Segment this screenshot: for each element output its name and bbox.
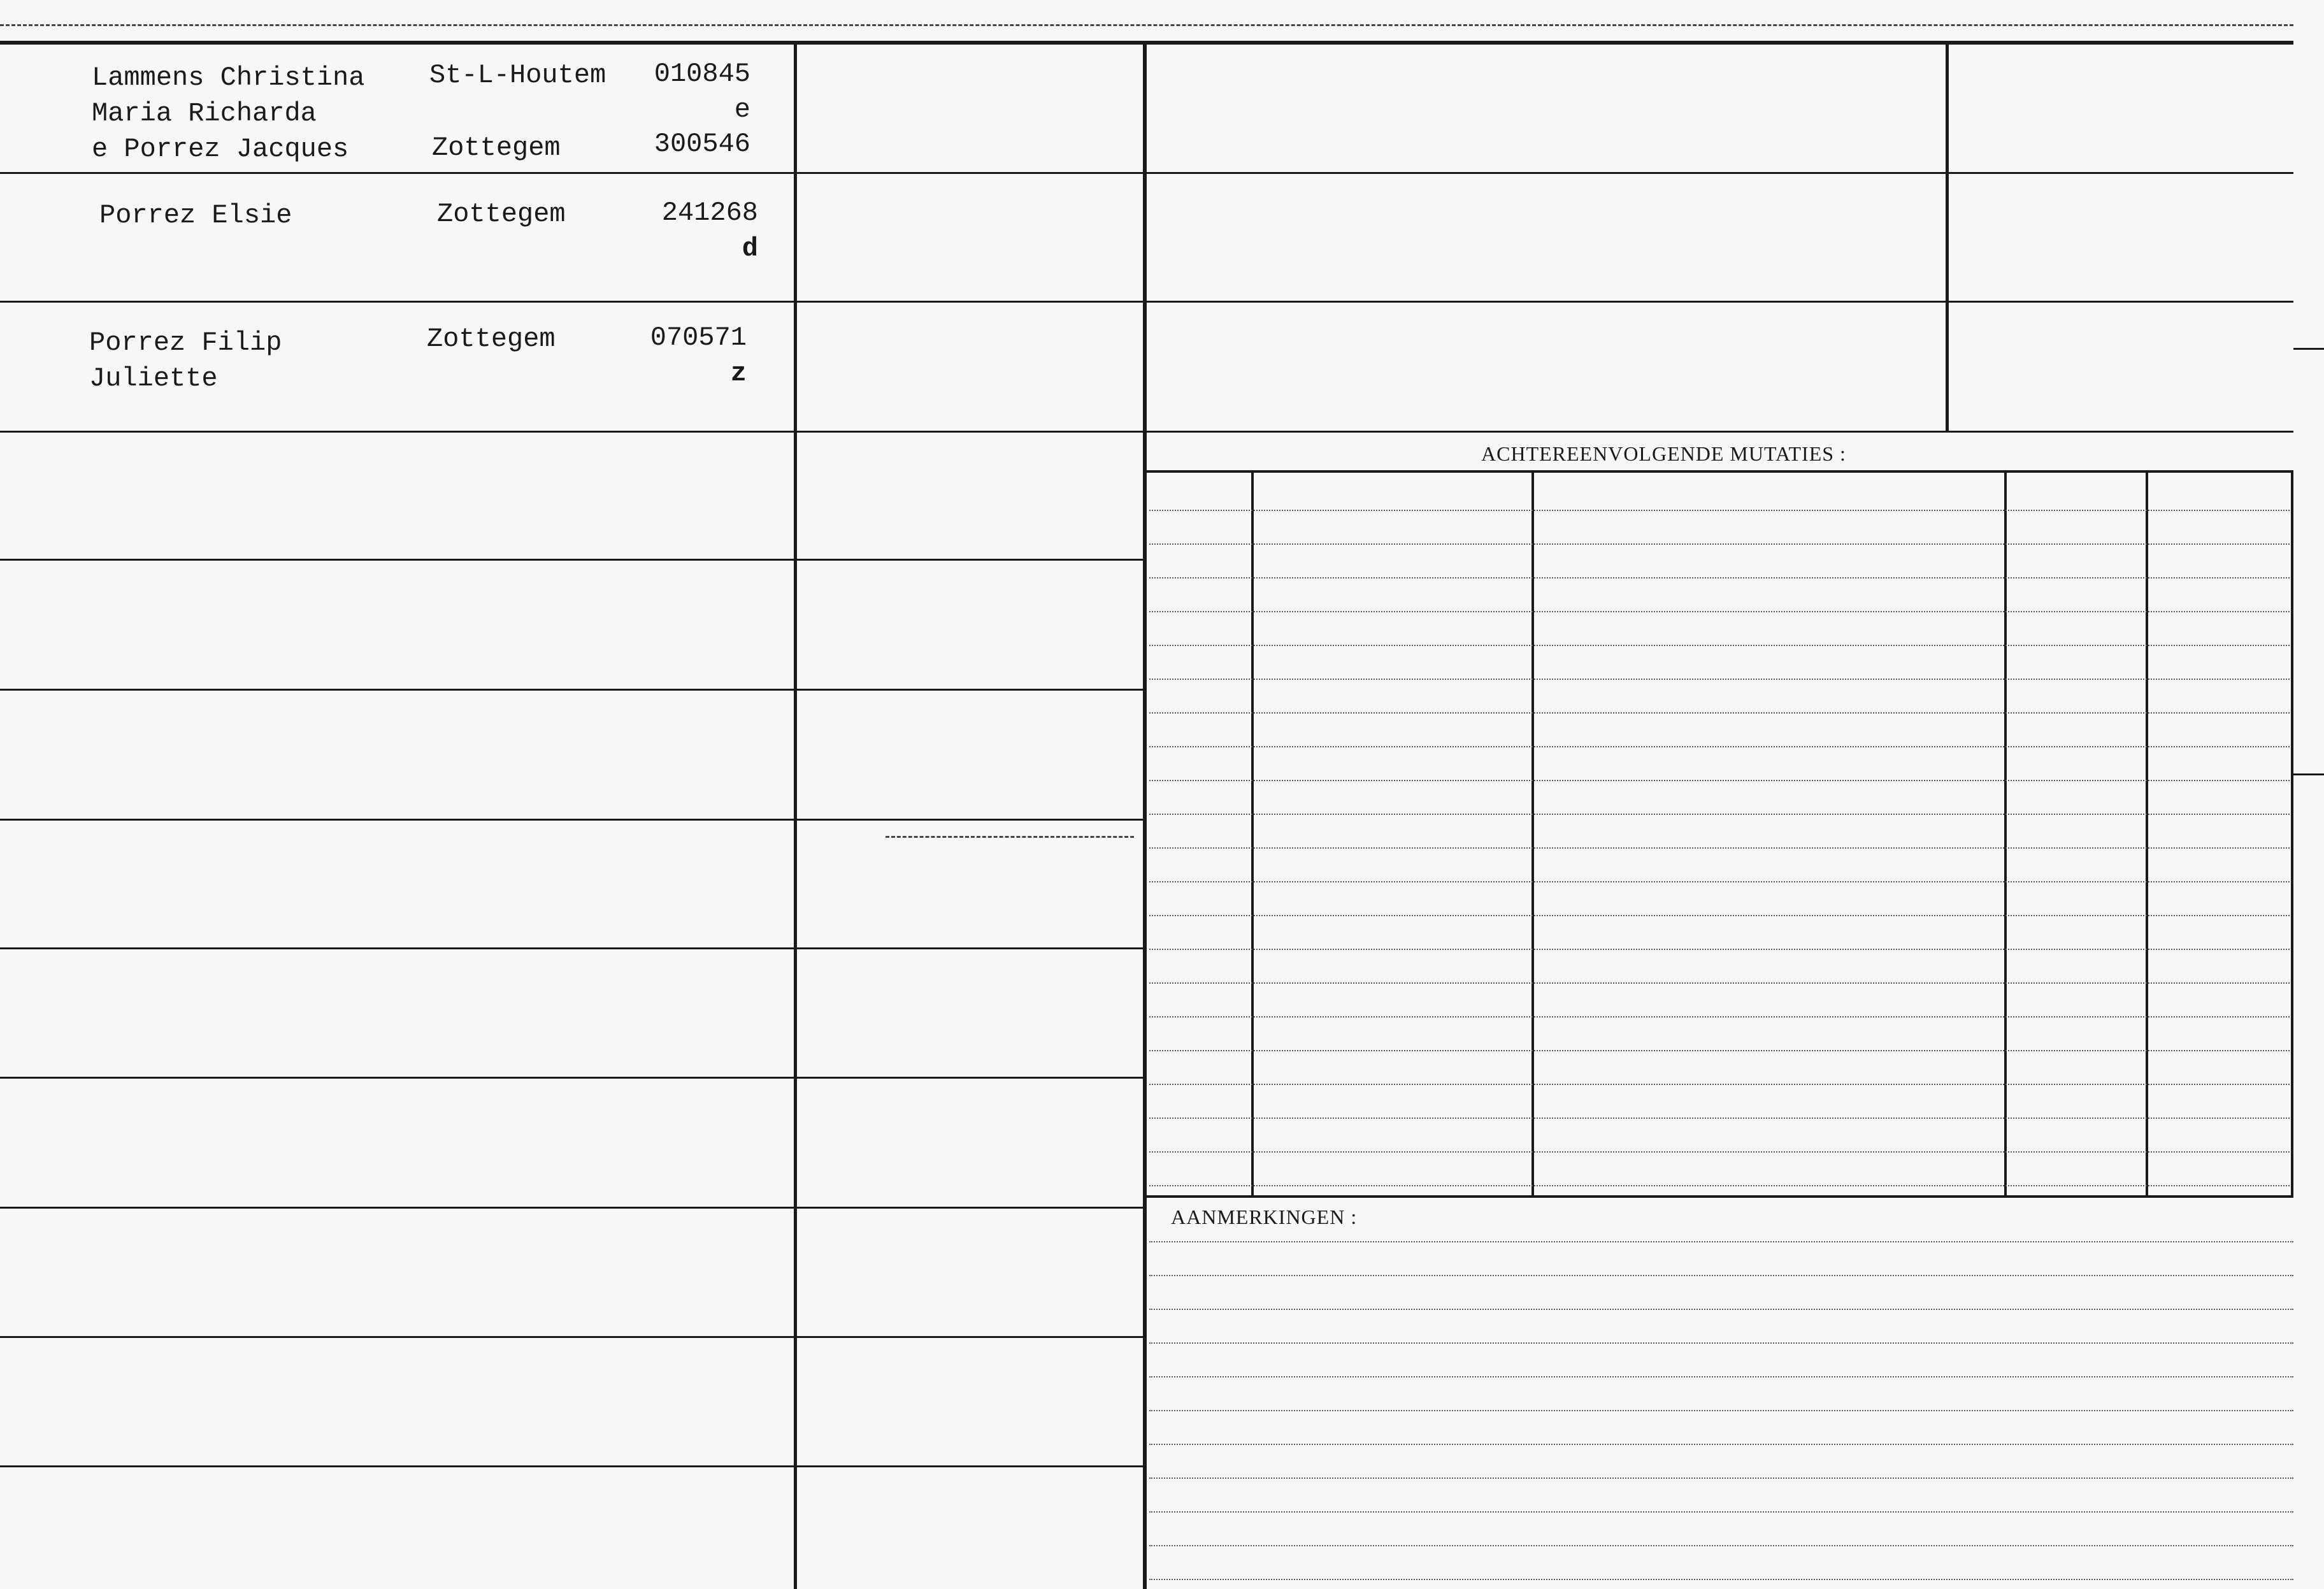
- left-row-line: [0, 819, 1143, 821]
- mutations-rule: [1149, 847, 2290, 849]
- row1-name-line3: e Porrez Jacques: [92, 134, 349, 164]
- right-row-line: [1143, 301, 2293, 303]
- left-row-line: [0, 947, 1143, 949]
- stray-dashed-mark: [886, 836, 1134, 838]
- remarks-rule: [1149, 1579, 2293, 1580]
- mutations-rule: [1149, 1050, 2290, 1051]
- mutations-rule: [1149, 1084, 2290, 1085]
- left-row-line: [0, 559, 1143, 561]
- row1-name-line1: Lammens Christina: [92, 62, 365, 93]
- mutations-rule: [1149, 645, 2290, 646]
- mutations-rule: [1149, 881, 2290, 882]
- left-row-line: [0, 1077, 1143, 1079]
- mutations-header-line: [1147, 470, 2293, 473]
- mutations-col-line: [1251, 473, 1254, 1195]
- mutations-rule: [1149, 915, 2290, 916]
- remarks-rule: [1149, 1444, 2293, 1445]
- mutations-rule: [1149, 543, 2290, 545]
- remarks-title: AANMERKINGEN :: [1171, 1205, 1358, 1228]
- mutations-rule: [1149, 1118, 2290, 1119]
- left-row-line: [0, 1207, 1143, 1209]
- mutations-rule: [1149, 679, 2290, 680]
- left-row-line: [0, 431, 1143, 433]
- row2-place-line1: Zottegem: [437, 199, 566, 229]
- top-rule: [0, 41, 2293, 45]
- mutations-rule: [1149, 577, 2290, 579]
- mutations-title: ACHTEREENVOLGENDE MUTATIES :: [1481, 442, 1846, 465]
- row1-code-line2: e: [734, 94, 750, 125]
- right-edge-mark: [2293, 773, 2324, 775]
- mutations-col-line: [2004, 473, 2007, 1195]
- top-dashed-rule: [0, 24, 2293, 26]
- mutations-bottom-line: [1147, 1195, 2293, 1198]
- left-row-line: [0, 1336, 1143, 1338]
- row1-name-line2: Maria Richarda: [92, 98, 317, 129]
- mutations-rule: [1149, 814, 2290, 815]
- left-row-line: [0, 1465, 1143, 1467]
- mutations-rule: [1149, 1151, 2290, 1153]
- mutations-rule: [1149, 780, 2290, 781]
- row3-place-line1: Zottegem: [427, 324, 556, 354]
- left-column-divider: [794, 41, 797, 1589]
- mutations-rule: [1149, 510, 2290, 511]
- right-row-line: [1143, 172, 2293, 174]
- row3-name-line1: Porrez Filip: [89, 327, 282, 358]
- mutations-rule: [1149, 949, 2290, 950]
- mutations-rule: [1149, 611, 2290, 612]
- remarks-rule: [1149, 1478, 2293, 1479]
- row1-code-line1: 010845: [654, 59, 750, 89]
- left-row-line: [0, 172, 1143, 174]
- remarks-rule: [1149, 1342, 2293, 1344]
- row2-name-line1: Porrez Elsie: [99, 200, 292, 231]
- row2-code-line1: 241268: [661, 198, 758, 228]
- left-row-line: [0, 301, 1143, 303]
- mutations-rule: [1149, 982, 2290, 984]
- remarks-rule: [1149, 1241, 2293, 1242]
- left-row-line: [0, 689, 1143, 691]
- row3-name-line2: Juliette: [89, 363, 218, 394]
- mutations-col-line: [1531, 473, 1534, 1195]
- row3-code-line1: 070571: [650, 322, 747, 353]
- remarks-rule: [1149, 1511, 2293, 1513]
- row1-place-line2: Zottegem: [432, 133, 561, 163]
- row2-code-line2: d: [742, 233, 758, 264]
- mutations-rule: [1149, 746, 2290, 747]
- row1-code-line3: 300546: [654, 129, 750, 159]
- mutations-rule: [1149, 1016, 2290, 1017]
- center-column-divider: [1143, 41, 1147, 1589]
- remarks-rule: [1149, 1545, 2293, 1546]
- remarks-rule: [1149, 1410, 2293, 1411]
- row3-code-line2: z: [730, 358, 747, 389]
- right-inner-divider: [1946, 41, 1949, 431]
- right-row-line: [1143, 431, 2293, 433]
- mutations-right-border: [2291, 470, 2293, 1197]
- mutations-rule: [1149, 712, 2290, 714]
- mutations-col-line: [2146, 473, 2148, 1195]
- right-edge-mark: [2293, 348, 2324, 350]
- mutations-rule: [1149, 1185, 2290, 1186]
- remarks-rule: [1149, 1376, 2293, 1377]
- remarks-rule: [1149, 1275, 2293, 1276]
- row1-place-line1: St-L-Houtem: [429, 60, 606, 90]
- remarks-rule: [1149, 1309, 2293, 1310]
